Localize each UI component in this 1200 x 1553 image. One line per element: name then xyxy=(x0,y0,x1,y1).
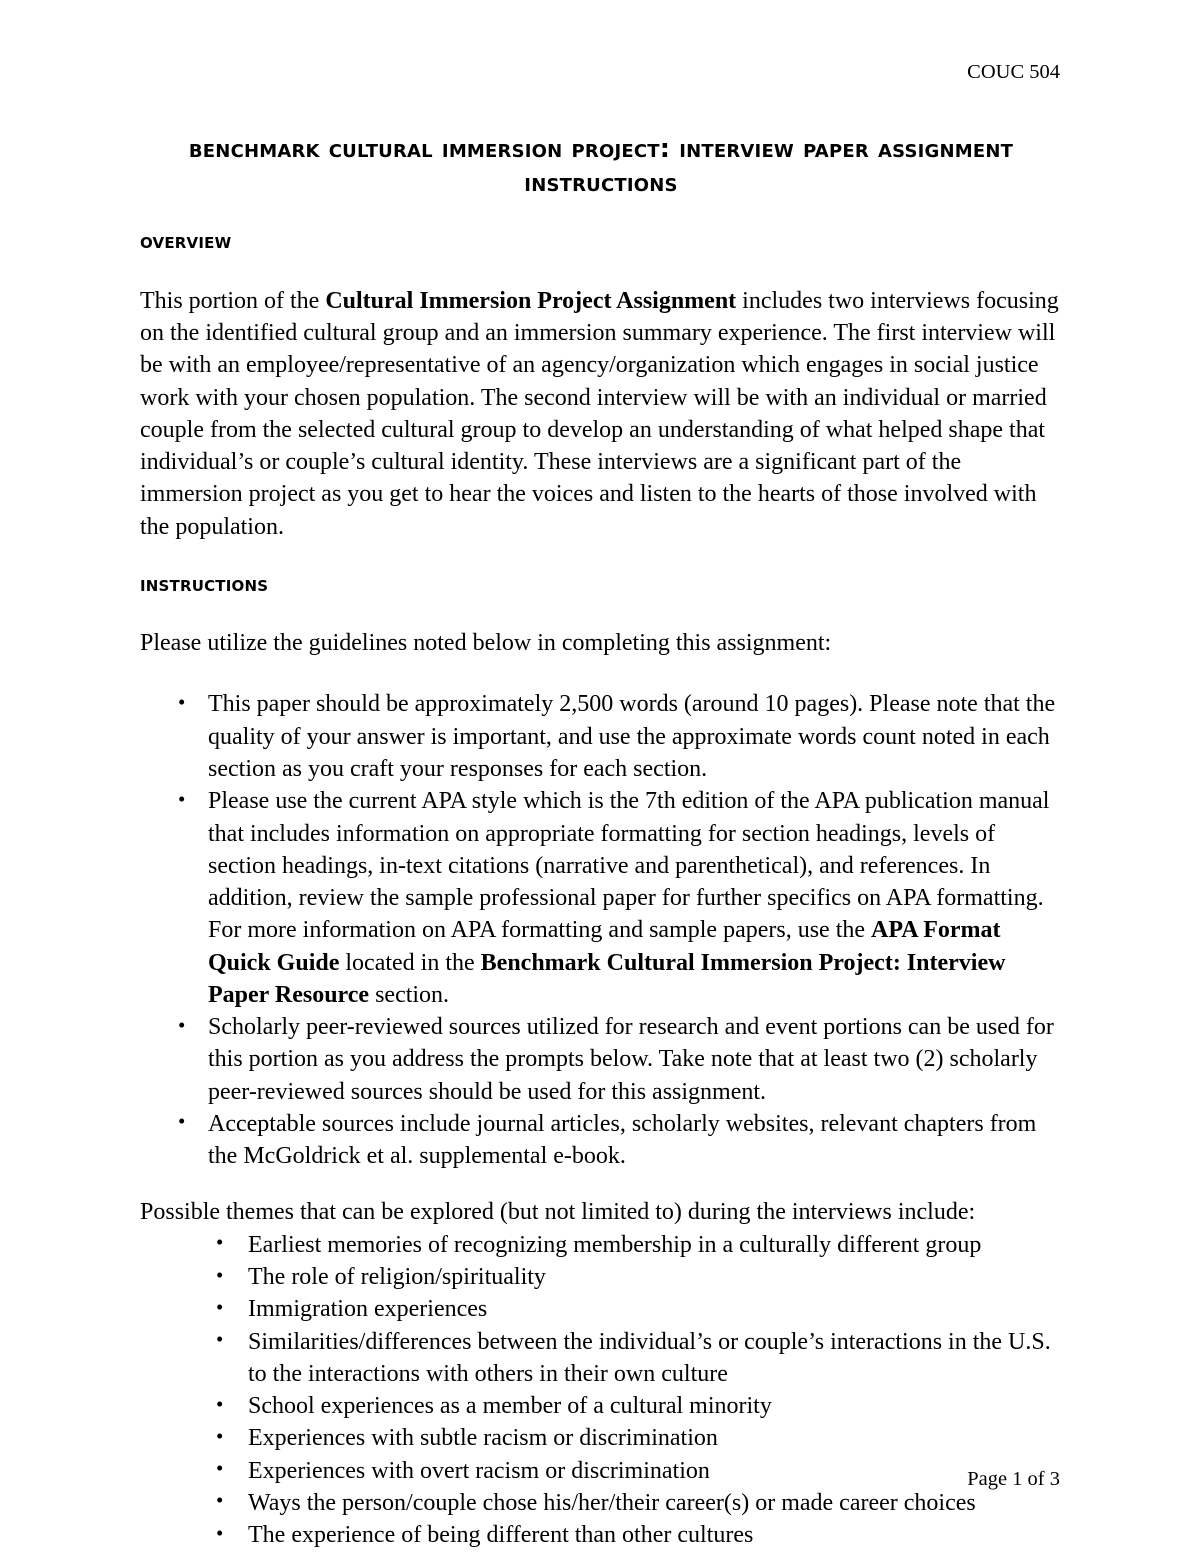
list-item: • Scholarly peer-reviewed sources utilized for research and event portions can be used for this portion as you address the prompts below. Take note that at least two (2) scholarly peer-reviewed sources should be used for this assignment. xyxy=(140,1011,1062,1108)
bullet-apa-part2: located in the xyxy=(339,949,481,976)
list-item: • The experience of being different than other cultures xyxy=(140,1519,1062,1551)
page-title: benchmark cultural immersion project: interview paper assignment instructions xyxy=(188,134,1014,199)
page-footer: Page 1 of 3 xyxy=(967,1467,1060,1490)
list-item: • School experiences as a member of a cultural minority xyxy=(140,1390,1062,1422)
running-head: COUC 504 xyxy=(967,61,1060,83)
list-item: • Experiences with overt racism or discrimination xyxy=(140,1455,1062,1487)
themes-bullet-list xyxy=(140,1229,1062,1552)
list-item: • The role of religion/spirituality xyxy=(140,1261,1062,1293)
instructions-intro: Please utilize the guidelines noted below in completing this assignment: xyxy=(140,630,832,657)
list-item: • Ways the person/couple chose his/her/their career(s) or made career choices xyxy=(140,1487,1062,1519)
spacer xyxy=(140,598,1062,627)
section-heading-overview: overview xyxy=(140,229,232,255)
list-item: • This paper should be approximately 2,500 words (around 10 pages). Please note that the quality of your answer is important, and use the approximate words count noted in each section as you craft your responses for each section. xyxy=(140,688,1062,785)
overview-text-lead: This portion of the xyxy=(140,287,326,314)
list-item: • Experiences with subtle racism or discrimination xyxy=(140,1422,1062,1454)
bullet-apa-part1: Please use the current APA style which is the 7th edition of the APA publication manual that includes information on appropriate formatting for section headings, levels of section headings, in-text citations (narrative and parenthetical), and references. In addition, review the sample professional paper for further specifics on APA formatting. For more information on APA formatting and sample papers, use the xyxy=(208,788,1050,944)
bullet-apa-part3: section. xyxy=(369,981,450,1008)
list-item: • Acceptable sources include journal articles, scholarly websites, relevant chapters from the McGoldrick et al. supplemental e-book. xyxy=(140,1108,1062,1173)
overview-paragraph xyxy=(140,285,1062,543)
bullet-apa-bold-resource: Benchmark Cultural Immersion Project: Interview Paper Resource xyxy=(208,949,1006,1008)
overview-bold-assignment-name: Cultural Immersion Project Assignment xyxy=(325,287,737,314)
list-item: • Similarities/differences between the individual’s or couple’s interactions in the U.S. to the interactions with others in their own culture xyxy=(140,1326,1062,1391)
list-item: • Earliest memories of recognizing membership in a culturally different group xyxy=(140,1229,1062,1261)
document-body xyxy=(140,132,1062,1551)
spacer xyxy=(140,1172,1062,1196)
themes-intro: Possible themes that can be explored (but not limited to) during the interviews include: xyxy=(140,1199,976,1226)
list-item xyxy=(140,785,1062,1011)
spacer xyxy=(140,543,1062,572)
section-heading-instructions: instructions xyxy=(140,571,269,597)
spacer xyxy=(140,200,1062,229)
list-item: • Immigration experiences xyxy=(140,1293,1062,1325)
instructions-bullet-list xyxy=(140,688,1062,1172)
title-block xyxy=(140,132,1062,200)
overview-text-rest: includes two interviews focusing on the identified cultural group and an immersion summary experience. The first interview will be with an employee/representative of an agency/organization which engages in social justice work with your chosen population. The second interview will be with an individual or married couple from the selected cultural group to develop an understanding of what helped shape that individual’s or couple’s cultural identity. These interviews are a significant part of the immersion project as you get to hear the voices and listen to the hearts of those involved with the population. xyxy=(140,287,1059,540)
spacer xyxy=(140,256,1062,285)
bullet-apa-bold-quick-guide: APA Format Quick Guide xyxy=(208,917,1001,976)
spacer xyxy=(140,659,1062,688)
